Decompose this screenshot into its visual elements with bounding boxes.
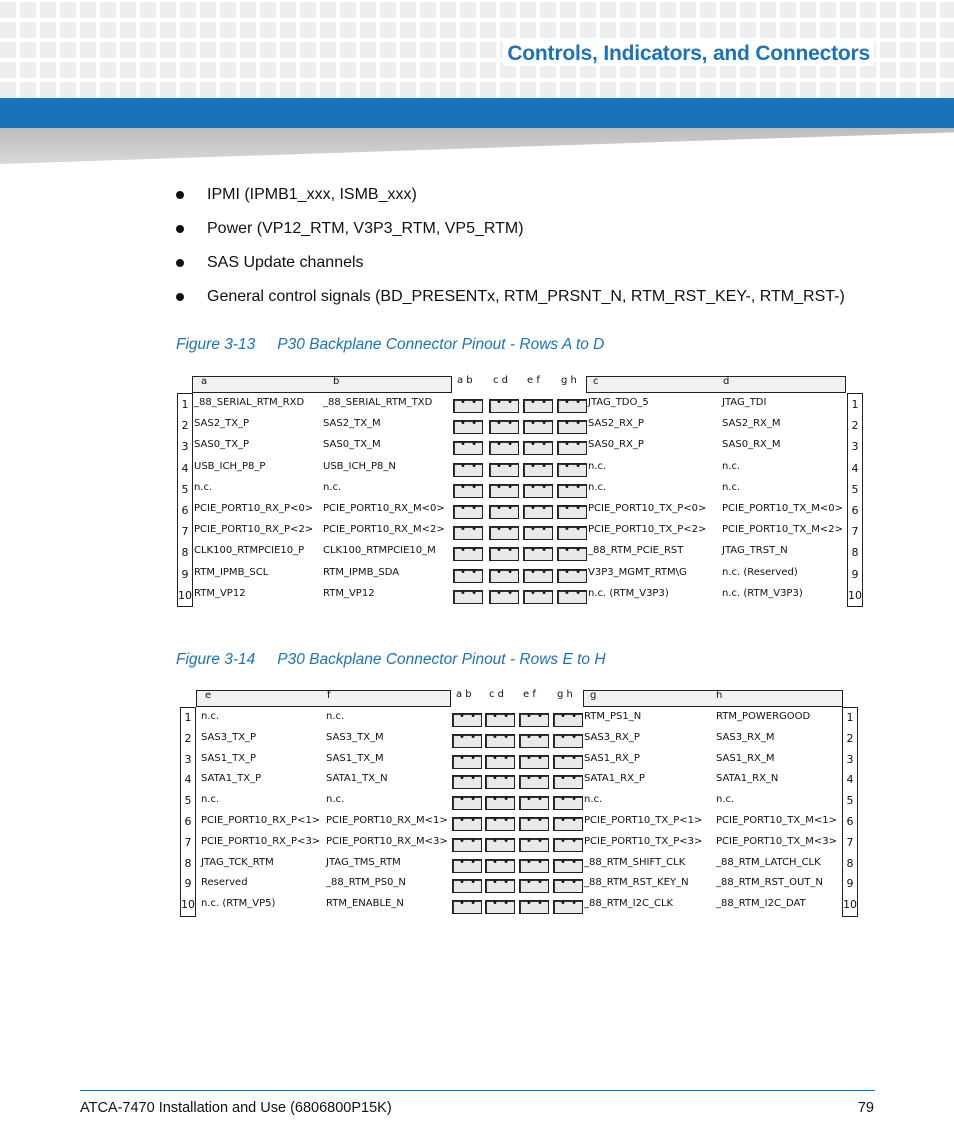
- pinout-header-left: [192, 376, 452, 393]
- connector-pin-pair: [523, 463, 553, 477]
- signal-label: n.c. (RTM_V3P3): [588, 587, 669, 599]
- connector-pin-pair: [523, 420, 553, 434]
- row-number: 10: [181, 898, 195, 912]
- connector-pin-pair: [519, 734, 549, 748]
- connector-pin-pair: [453, 547, 483, 561]
- pinout-header-right: [583, 690, 843, 707]
- list-item: IPMI (IPMB1_xxx, ISMB_xxx): [176, 182, 845, 216]
- pair-label: g h: [557, 689, 573, 700]
- signal-label: RTM_IPMB_SCL: [194, 566, 269, 578]
- connector-pin-pair: [485, 755, 515, 769]
- row-number: 3: [851, 440, 859, 454]
- signal-label: RTM_IPMB_SDA: [323, 566, 400, 578]
- connector-pin-pair: [485, 859, 515, 873]
- connector-pin-pair: [452, 775, 482, 789]
- signal-label: Reserved: [201, 877, 248, 889]
- column-label: d: [723, 376, 730, 387]
- signal-label: n.c.: [584, 794, 603, 806]
- row-number: 6: [846, 814, 854, 828]
- connector-pin-pair: [519, 755, 549, 769]
- connector-pin-pair: [453, 441, 483, 455]
- row-number: 8: [851, 546, 859, 560]
- connector-pin-pair: [485, 900, 515, 914]
- connector-pin-pair: [452, 879, 482, 893]
- connector-pin-pair: [489, 441, 519, 455]
- row-number: 8: [184, 856, 192, 870]
- connector-pin-pair: [453, 590, 483, 604]
- signal-label: SAS2_TX_P: [194, 418, 250, 430]
- connector-pin-pair: [453, 420, 483, 434]
- connector-pin-pair: [452, 900, 482, 914]
- connector-pin-pair: [557, 526, 587, 540]
- row-number: 2: [184, 731, 192, 745]
- signal-label: SAS3_TX_M: [326, 731, 384, 743]
- connector-pin-pair: [452, 713, 482, 727]
- signal-label: PCIE_PORT10_TX_P<3>: [584, 835, 703, 847]
- connector-pin-pair: [523, 505, 553, 519]
- column-label: b: [333, 376, 340, 387]
- page-number: 79: [857, 1100, 874, 1116]
- connector-pin-pair: [553, 755, 583, 769]
- row-number-column-right: [847, 393, 863, 607]
- connector-pin-pair: [485, 796, 515, 810]
- footer-divider: [80, 1090, 875, 1091]
- column-label: e: [205, 690, 212, 701]
- connector-pin-pair: [557, 484, 587, 498]
- connector-pin-pair: [452, 734, 482, 748]
- column-label: h: [716, 690, 723, 701]
- signal-label: n.c.: [194, 481, 213, 493]
- row-number: 4: [181, 461, 189, 475]
- row-number: 6: [184, 814, 192, 828]
- signal-label: RTM_VP12: [323, 587, 375, 599]
- signal-label: n.c.: [722, 481, 741, 493]
- row-number: 7: [184, 835, 192, 849]
- header-wedge: [0, 128, 954, 164]
- pinout-header-left: [196, 690, 451, 707]
- connector-pin-pair: [452, 796, 482, 810]
- header-band: [0, 98, 954, 128]
- connector-pin-pair: [452, 859, 482, 873]
- row-number: 8: [846, 856, 854, 870]
- signal-label: SAS3_RX_P: [584, 731, 640, 743]
- connector-pin-pair: [553, 796, 583, 810]
- signal-label: USB_ICH_P8_N: [323, 460, 396, 472]
- connector-pin-pair: [553, 900, 583, 914]
- signal-label: n.c. (RTM_VP5): [201, 898, 276, 910]
- signal-label: SAS2_RX_M: [722, 418, 781, 430]
- row-number-column-right: [842, 707, 858, 917]
- bullet-icon: [176, 191, 184, 199]
- signal-label: PCIE_PORT10_RX_P<3>: [201, 835, 321, 847]
- bullet-list: [176, 182, 845, 318]
- connector-pin-pair: [453, 569, 483, 583]
- signal-label: SAS0_TX_P: [194, 439, 250, 451]
- row-number-column-left: [177, 393, 193, 607]
- signal-label: SATA1_RX_N: [716, 773, 779, 785]
- signal-label: PCIE_PORT10_RX_M<1>: [326, 815, 448, 826]
- signal-label: n.c. (Reserved): [722, 566, 798, 578]
- row-number: 5: [181, 482, 189, 496]
- signal-label: _88_RTM_PCIE_RST: [588, 545, 684, 557]
- signal-label: n.c.: [716, 794, 735, 806]
- signal-label: _88_RTM_I2C_CLK: [584, 898, 674, 910]
- signal-label: SAS1_RX_P: [584, 752, 640, 764]
- connector-pin-pair: [489, 569, 519, 583]
- signal-label: JTAG_TCK_RTM: [201, 856, 274, 868]
- row-number: 5: [846, 794, 854, 808]
- row-number: 7: [181, 525, 189, 539]
- row-number: 10: [843, 898, 857, 912]
- connector-pin-pair: [523, 441, 553, 455]
- connector-pin-pair: [489, 420, 519, 434]
- signal-label: SAS1_RX_M: [716, 752, 775, 764]
- connector-pin-pair: [489, 590, 519, 604]
- signal-label: V3P3_MGMT_RTM\G: [588, 566, 687, 578]
- signal-label: PCIE_PORT10_RX_P<2>: [194, 524, 314, 536]
- signal-label: JTAG_TDI: [722, 397, 767, 408]
- signal-label: _88_RTM_RST_OUT_N: [716, 877, 823, 889]
- signal-label: RTM_PS1_N: [584, 711, 642, 722]
- signal-label: _88_SERIAL_RTM_TXD: [323, 397, 433, 408]
- row-number: 3: [181, 440, 189, 454]
- signal-label: CLK100_RTMPCIE10_M: [323, 545, 436, 557]
- row-number: 2: [846, 731, 854, 745]
- connector-pin-pair: [485, 817, 515, 831]
- figure-13-caption: Figure 3-13 P30 Backplane Connector Pinout - Rows A to D: [176, 336, 605, 353]
- figure-13-pinout: [176, 375, 862, 608]
- signal-label: PCIE_PORT10_TX_M<3>: [716, 835, 837, 847]
- pair-label: c d: [489, 689, 505, 700]
- connector-pin-pair: [453, 505, 483, 519]
- connector-pin-pair: [557, 590, 587, 604]
- signal-label: n.c.: [201, 794, 220, 806]
- signal-label: n.c.: [201, 711, 220, 722]
- bullet-icon: [176, 293, 184, 301]
- pair-label: e f: [523, 689, 536, 700]
- connector-pin-pair: [557, 463, 587, 477]
- signal-label: SAS0_RX_P: [588, 439, 644, 451]
- signal-label: PCIE_PORT10_TX_M<1>: [716, 815, 837, 826]
- connector-pin-pair: [523, 484, 553, 498]
- bullet-icon: [176, 225, 184, 233]
- row-number: 5: [184, 794, 192, 808]
- signal-label: PCIE_PORT10_TX_M<0>: [722, 503, 843, 514]
- connector-pin-pair: [553, 734, 583, 748]
- row-number: 10: [848, 588, 862, 602]
- signal-label: SAS3_TX_P: [201, 731, 257, 743]
- connector-pin-pair: [452, 755, 482, 769]
- connector-pin-pair: [485, 879, 515, 893]
- row-number: 9: [846, 877, 854, 891]
- row-number: 1: [181, 398, 189, 411]
- connector-pin-pair: [519, 859, 549, 873]
- column-label: a: [201, 376, 208, 387]
- connector-pin-pair: [489, 484, 519, 498]
- connector-pin-pair: [523, 526, 553, 540]
- row-number: 1: [846, 711, 854, 724]
- connector-pin-pair: [519, 796, 549, 810]
- pair-label: a b: [456, 689, 472, 700]
- row-number: 3: [846, 752, 854, 766]
- connector-pin-pair: [519, 879, 549, 893]
- connector-pin-pair: [453, 399, 483, 413]
- connector-pin-pair: [485, 713, 515, 727]
- connector-pin-pair: [553, 879, 583, 893]
- row-number: 1: [851, 398, 859, 411]
- pair-label: a b: [457, 375, 473, 386]
- row-number: 6: [851, 503, 859, 517]
- signal-label: n.c.: [588, 481, 607, 493]
- connector-pin-pair: [519, 817, 549, 831]
- signal-label: SAS1_TX_P: [201, 752, 257, 764]
- row-number: 9: [184, 877, 192, 891]
- signal-label: SAS2_RX_P: [588, 418, 644, 430]
- connector-pin-pair: [519, 713, 549, 727]
- signal-label: _88_RTM_I2C_DAT: [716, 898, 806, 910]
- column-label: g: [590, 690, 597, 701]
- signal-label: SAS0_TX_M: [323, 439, 381, 451]
- pair-label: e f: [527, 375, 540, 386]
- signal-label: SATA1_TX_P: [201, 773, 262, 785]
- signal-label: n.c.: [323, 481, 342, 493]
- signal-label: JTAG_TMS_RTM: [326, 856, 401, 868]
- signal-label: RTM_ENABLE_N: [326, 898, 404, 910]
- connector-pin-pair: [523, 569, 553, 583]
- connector-pin-pair: [557, 569, 587, 583]
- signal-label: SAS1_TX_M: [326, 752, 384, 764]
- connector-pin-pair: [557, 441, 587, 455]
- connector-pin-pair: [523, 547, 553, 561]
- signal-label: n.c.: [588, 460, 607, 472]
- connector-pin-pair: [553, 859, 583, 873]
- signal-label: PCIE_PORT10_RX_M<3>: [326, 835, 448, 847]
- connector-pin-pair: [523, 399, 553, 413]
- row-number: 2: [181, 419, 189, 433]
- row-number: 5: [851, 482, 859, 496]
- row-number: 9: [851, 567, 859, 581]
- row-number: 1: [184, 711, 192, 724]
- signal-label: PCIE_PORT10_TX_M<2>: [722, 524, 843, 536]
- connector-pin-pair: [489, 399, 519, 413]
- connector-pin-pair: [519, 838, 549, 852]
- row-number: 7: [846, 835, 854, 849]
- signal-label: JTAG_TRST_N: [722, 545, 788, 557]
- connector-pin-pair: [557, 420, 587, 434]
- connector-pin-pair: [489, 547, 519, 561]
- signal-label: PCIE_PORT10_TX_P<0>: [588, 503, 707, 514]
- signal-label: n.c.: [326, 711, 345, 722]
- signal-label: SAS2_TX_M: [323, 418, 381, 430]
- row-number: 2: [851, 419, 859, 433]
- row-number: 7: [851, 525, 859, 539]
- signal-label: SATA1_RX_P: [584, 773, 645, 785]
- row-number: 4: [846, 773, 854, 787]
- list-item: Power (VP12_RTM, V3P3_RTM, VP5_RTM): [176, 216, 845, 250]
- row-number: 9: [181, 567, 189, 581]
- row-number: 4: [184, 773, 192, 787]
- connector-pin-pair: [453, 463, 483, 477]
- signal-label: n.c. (RTM_V3P3): [722, 587, 803, 599]
- connector-pin-pair: [553, 713, 583, 727]
- signal-label: n.c.: [722, 460, 741, 472]
- signal-label: PCIE_PORT10_RX_P<1>: [201, 815, 321, 826]
- signal-label: n.c.: [326, 794, 345, 806]
- connector-pin-pair: [453, 526, 483, 540]
- figure-14-pinout: [179, 690, 860, 918]
- signal-label: CLK100_RTMPCIE10_P: [194, 545, 305, 557]
- signal-label: SAS0_RX_M: [722, 439, 781, 451]
- footer-doc-title: ATCA-7470 Installation and Use (6806800P15K): [80, 1100, 392, 1116]
- connector-pin-pair: [485, 734, 515, 748]
- signal-label: PCIE_PORT10_TX_P<2>: [588, 524, 707, 536]
- bullet-icon: [176, 259, 184, 267]
- connector-pin-pair: [553, 775, 583, 789]
- signal-label: SATA1_TX_N: [326, 773, 388, 785]
- row-number: 10: [178, 588, 192, 602]
- pair-label: c d: [493, 375, 509, 386]
- signal-label: PCIE_PORT10_TX_P<1>: [584, 815, 703, 826]
- connector-pin-pair: [489, 526, 519, 540]
- signal-label: _88_RTM_LATCH_CLK: [716, 856, 821, 868]
- connector-pin-pair: [557, 399, 587, 413]
- signal-label: _88_RTM_SHIFT_CLK: [584, 856, 686, 868]
- figure-14-caption: Figure 3-14 P30 Backplane Connector Pinout - Rows E to H: [176, 651, 606, 668]
- connector-pin-pair: [523, 590, 553, 604]
- connector-pin-pair: [485, 838, 515, 852]
- connector-pin-pair: [557, 505, 587, 519]
- row-number: 8: [181, 546, 189, 560]
- row-number: 3: [184, 752, 192, 766]
- list-item: SAS Update channels: [176, 250, 845, 284]
- signal-label: RTM_POWERGOOD: [716, 711, 811, 722]
- signal-label: RTM_VP12: [194, 587, 246, 599]
- connector-pin-pair: [553, 838, 583, 852]
- signal-label: PCIE_PORT10_RX_P<0>: [194, 503, 314, 514]
- connector-pin-pair: [452, 838, 482, 852]
- row-number: 6: [181, 503, 189, 517]
- connector-pin-pair: [485, 775, 515, 789]
- connector-pin-pair: [452, 817, 482, 831]
- pair-label: g h: [561, 375, 577, 386]
- signal-label: _88_RTM_PS0_N: [326, 877, 406, 889]
- pinout-header-right: [586, 376, 846, 393]
- connector-pin-pair: [489, 505, 519, 519]
- column-label: f: [327, 690, 331, 701]
- page-title: Controls, Indicators, and Connectors: [503, 42, 874, 66]
- signal-label: PCIE_PORT10_RX_M<2>: [323, 524, 445, 536]
- signal-label: SAS3_RX_M: [716, 731, 775, 743]
- signal-label: PCIE_PORT10_RX_M<0>: [323, 503, 445, 514]
- list-item: General control signals (BD_PRESENTx, RTM_PRSNT_N, RTM_RST_KEY-, RTM_RST-): [176, 284, 845, 318]
- row-number: 4: [851, 461, 859, 475]
- connector-pin-pair: [557, 547, 587, 561]
- signal-label: _88_RTM_RST_KEY_N: [584, 877, 689, 889]
- connector-pin-pair: [519, 900, 549, 914]
- signal-label: JTAG_TDO_5: [588, 397, 649, 408]
- connector-pin-pair: [519, 775, 549, 789]
- connector-pin-pair: [489, 463, 519, 477]
- signal-label: _88_SERIAL_RTM_RXD: [194, 397, 305, 408]
- row-number-column-left: [180, 707, 196, 917]
- signal-label: USB_ICH_P8_P: [194, 460, 266, 472]
- column-label: c: [593, 376, 599, 387]
- connector-pin-pair: [453, 484, 483, 498]
- connector-pin-pair: [553, 817, 583, 831]
